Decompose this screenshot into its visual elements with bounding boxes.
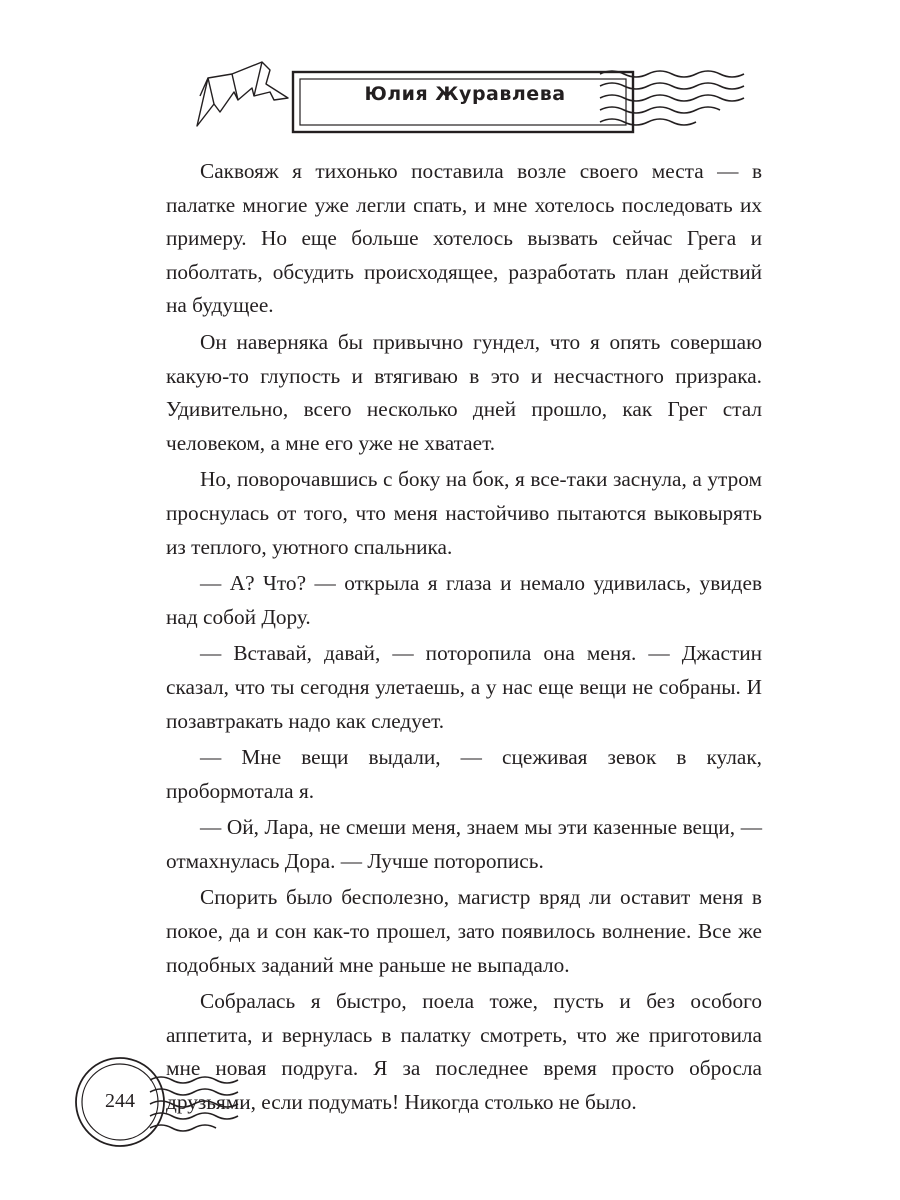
paragraph: Саквояж я тихонько поставила возле своего места — в палатке многие уже легли спать, и мне хотелось последовать их примеру. Но еще больше хотелось вызвать сейчас Грега и поболтать, обсудить происходящее, разработать план действий на будущее. [166,159,762,318]
paragraph: — Ой, Лара, не смеши меня, знаем мы эти казенные вещи, — отмахнулась Дора. — Лучше поторопись. [166,815,762,873]
author-name: Юлия Журавлева [364,83,566,105]
paragraph: Он наверняка бы привычно гундел, что я опять совершаю какую-то глупость и втягиваю в это и несчастного призрака. Удивительно, всего несколько дней прошло, как Грег стал человеком, а мне его уже не хватает. [166,329,762,455]
paragraph: Спорить было бесполезно, магистр вряд ли оставит меня в покое, да и сон как-то прошел, зато появилось волнение. Все же подобных заданий мне раньше не выпадало. [166,885,762,977]
header-ornament [0,0,900,150]
page-header [0,0,900,150]
paragraph: — Мне вещи выдали, — сцеживая зевок в кулак, пробормотала я. [166,745,762,803]
text-body [166,155,762,1123]
paragraph: Но, поворочавшись с боку на бок, я все-таки заснула, а утром проснулась от того, что меня настойчиво пытаются выковырять из теплого, уютного спальника. [166,467,762,559]
paragraph: Собралась я быстро, поела тоже, пусть и без особого аппетита, и вернулась в палатку смотреть, что же приготовила мне новая подруга. Я за последнее время просто обросла друзьями, если подумать! Никогда столько не было. [166,989,762,1115]
bat-wing-icon [197,62,288,126]
page-number: 244 [105,1090,135,1112]
paragraph: — Вставай, давай, — поторопила она меня. — Джастин сказал, что ты сегодня улетаешь, а у нас еще вещи не собраны. И позавтракать надо как следует. [166,641,762,733]
footer-ornament [0,1050,900,1200]
page-footer [0,1050,900,1200]
paragraph: — А? Что? — открыла я глаза и немало удивилась, увидев над собой Дору. [166,571,762,629]
